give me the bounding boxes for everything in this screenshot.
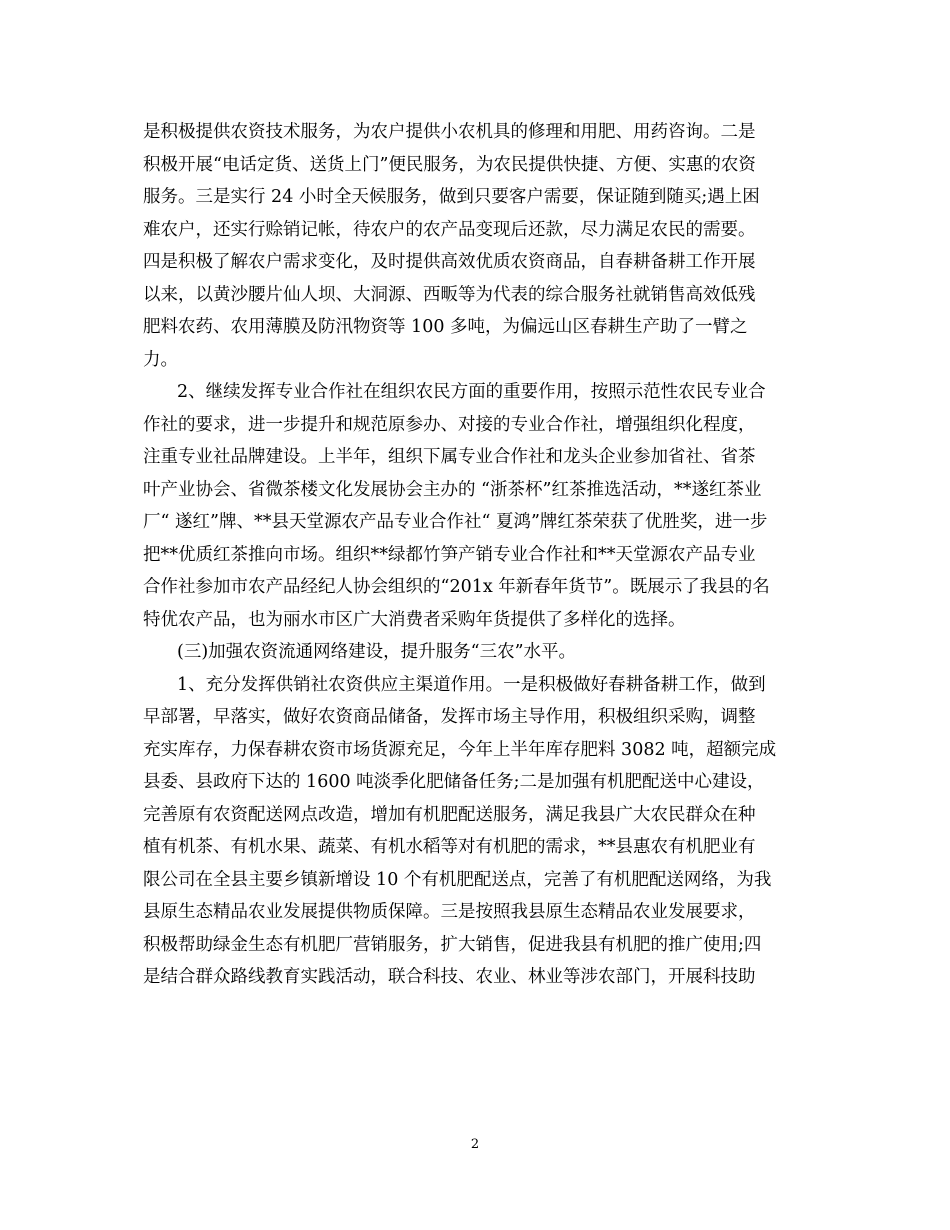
body-text (143, 116, 815, 994)
page-number: 2 (470, 1137, 480, 1152)
text-line: (三)加强农资流通网络建设，提升服务“三农”水平。 (177, 642, 577, 662)
text-line: 注重专业社品牌建设。上半年，组织下属专业合作社和龙头企业参加省社、省茶 (143, 447, 756, 467)
text-line: 把**优质红茶推向市场。组织**绿都竹笋产销专业合作社和**天堂源农产品专业 (143, 544, 756, 565)
text-line: 2、继续发挥专业合作社在组织农民方面的重要作用，按照示范性农民专业合 (177, 382, 766, 402)
text-line: 肥料农药、农用薄膜及防汛物资等 100 多吨，为偏远山区春耕生产助了一臂之 (143, 317, 748, 337)
text-line: 是积极提供农资技术服务，为农户提供小农机具的修理和用肥、用药咨询。二是 (143, 122, 756, 142)
text-line: 积极开展“电话定货、送货上门”便民服务，为农民提供快捷、方便、实惠的农资 (143, 154, 756, 175)
text-line: 早部署，早落实，做好农资商品储备，发挥市场主导作用，积极组织采购，调整 (143, 707, 756, 727)
text-line: 植有机茶、有机水果、蔬菜、有机水稻等对有机肥的需求，**县惠农有机肥业有 (143, 837, 756, 857)
text-line: 1、充分发挥供销社农资供应主渠道作用。一是积极做好春耕备耕工作，做到 (177, 674, 766, 695)
text-line: 厂“ 遂红”牌、**县天堂源农产品专业合作社“ 夏鸿”牌红茶荣获了优胜奖，进一步 (143, 512, 768, 532)
text-line: 县原生态精品农业发展提供物质保障。三是按照我县原生态精品农业发展要求， (143, 902, 756, 922)
text-line: 作社的要求，进一步提升和规范原参办、对接的专业合作社，增强组织化程度， (143, 414, 756, 435)
text-line: 完善原有农资配送网点改造，增加有机肥配送服务，满足我县广大农民群众在种 (143, 804, 756, 825)
text-line: 限公司在全县主要乡镇新增设 10 个有机肥配送点，完善了有机肥配送网络，为我 (143, 869, 772, 890)
text-line: 难农户，还实行赊销记帐，待农户的农产品变现后还款，尽力满足农民的需要。 (143, 219, 756, 240)
text-line: 充实库存，力保春耕农资市场货源充足，今年上半年库存肥料 3082 吨，超额完成 (143, 739, 777, 760)
text-line: 县委、县政府下达的 1600 吨淡季化肥储备任务;二是加强有机肥配送中心建设， (143, 772, 765, 792)
text-line: 积极帮助绿金生态有机肥厂营销服务，扩大销售，促进我县有机肥的推广使用;四 (143, 934, 762, 955)
text-line: 合作社参加市农产品经纪人协会组织的“201x 年新春年货节”。既展示了我县的名 (143, 577, 770, 597)
text-line: 是结合群众路线教育实践活动，联合科技、农业、林业等涉农部门，开展科技助 (143, 967, 756, 987)
text-line: 以来，以黄沙腰片仙人坝、大洞源、西畈等为代表的综合服务社就销售高效低残 (143, 284, 756, 305)
text-line: 四是积极了解农户需求变化，及时提供高效优质农资商品，自春耕备耕工作开展 (143, 252, 756, 272)
text-line: 特优农产品，也为丽水市区广大消费者采购年货提供了多样化的选择。 (143, 609, 686, 630)
text-line: 力。 (143, 349, 178, 370)
text-line: 叶产业协会、省微茶楼文化发展协会主办的 “浙茶杯”红茶推选活动，**遂红茶业 (143, 479, 762, 500)
text-line: 服务。三是实行 24 小时全天候服务，做到只要客户需要，保证随到随买;遇上困 (143, 187, 760, 207)
